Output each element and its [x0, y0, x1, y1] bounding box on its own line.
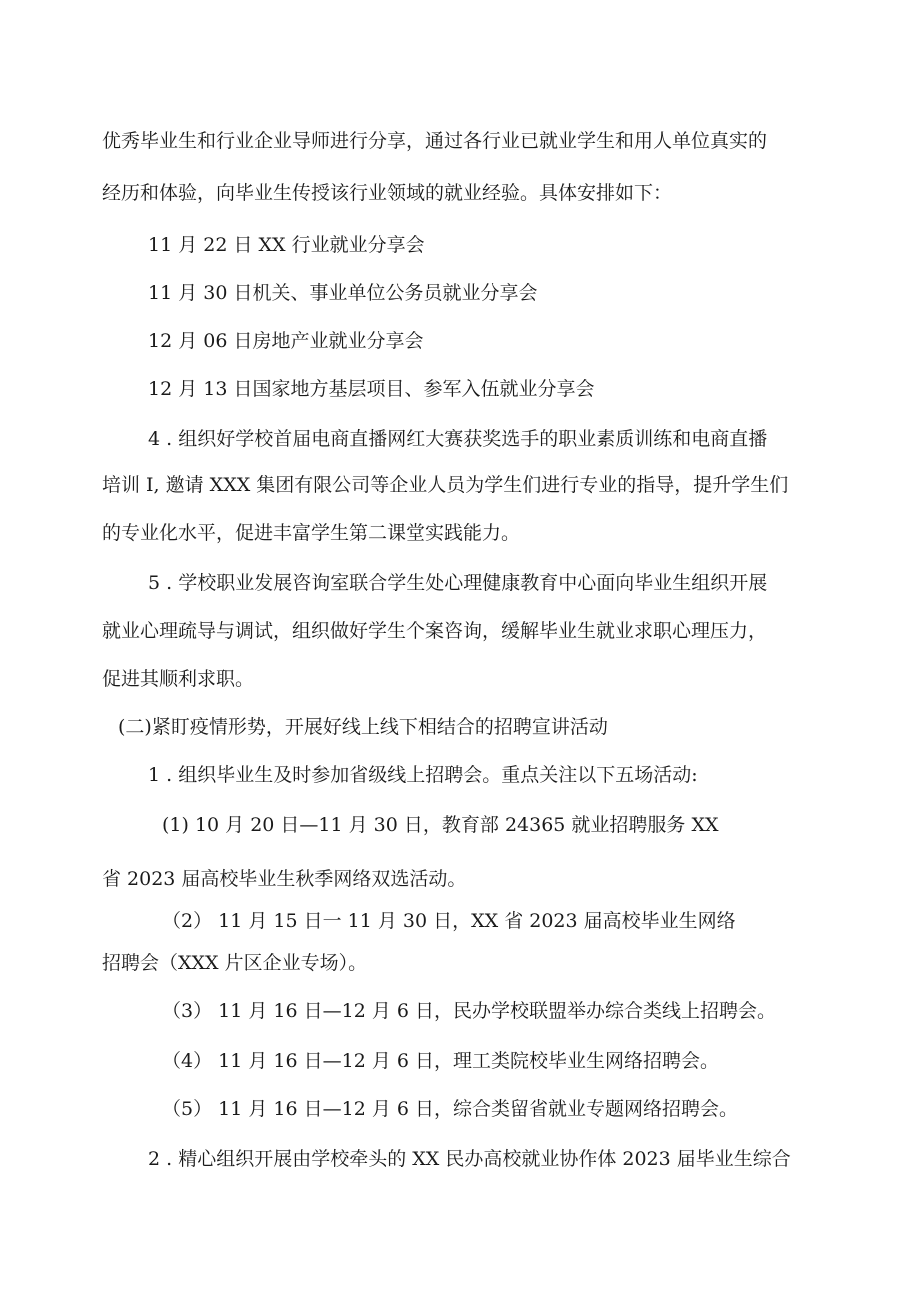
event-item: (1) 10 月 20 日—11 月 30 日，教育部 24365 就业招聘服务 XX [162, 814, 719, 836]
text-line: 5 . 学校职业发展咨询室联合学生处心理健康教育中心面向毕业生组织开展 [148, 572, 768, 594]
text-line: 就业心理疏导与调试，组织做好学生个案咨询，缓解毕业生就业求职心理压力， [102, 620, 768, 642]
text-line: 优秀毕业生和行业企业导师进行分享，通过各行业已就业学生和用人单位真实的 [102, 130, 768, 152]
event-item: （3） 11 月 16 日—12 月 6 日，民办学校联盟举办综合类线上招聘会。 [162, 1000, 776, 1022]
text-line: 经历和体验，向毕业生传授该行业领域的就业经验。具体安排如下： [102, 182, 673, 204]
event-item: （5） 11 月 16 日—12 月 6 日，综合类留省就业专题网络招聘会。 [162, 1098, 738, 1120]
schedule-item: 11 月 22 日 XX 行业就业分享会 [148, 234, 425, 256]
schedule-item: 12 月 06 日房地产业就业分享会 [148, 330, 424, 352]
schedule-item: 11 月 30 日机关、事业单位公务员就业分享会 [148, 282, 538, 304]
schedule-item: 12 月 13 日国家地方基层项目、参军入伍就业分享会 [148, 378, 595, 400]
text-line: 促进其顺利求职。 [102, 668, 255, 690]
text-line: 2 . 精心组织开展由学校牵头的 XX 民办高校就业协作体 2023 届毕业生综合 [148, 1148, 791, 1170]
text-line: 的专业化水平，促进丰富学生第二课堂实践能力。 [102, 522, 521, 544]
text-line: 1 . 组织毕业生及时参加省级线上招聘会。重点关注以下五场活动: [148, 764, 698, 786]
text-line: 招聘会（XXX 片区企业专场）。 [102, 952, 368, 974]
section-heading: (二)紧盯疫情形势，开展好线上线下相结合的招聘宣讲活动 [118, 716, 608, 738]
event-item: （2） 11 月 15 日一 11 月 30 日，XX 省 2023 届高校毕业生网络 [162, 910, 736, 932]
text-line: 培训 I, 邀请 XXX 集团有限公司等企业人员为学生们进行专业的指导，提升学生们 [102, 474, 789, 496]
event-item: （4） 11 月 16 日—12 月 6 日，理工类院校毕业生网络招聘会。 [162, 1050, 719, 1072]
text-line: 省 2023 届高校毕业生秋季网络双选活动。 [102, 868, 467, 890]
text-line: 4 . 组织好学校首届电商直播网红大赛获奖选手的职业素质训练和电商直播 [148, 428, 768, 450]
